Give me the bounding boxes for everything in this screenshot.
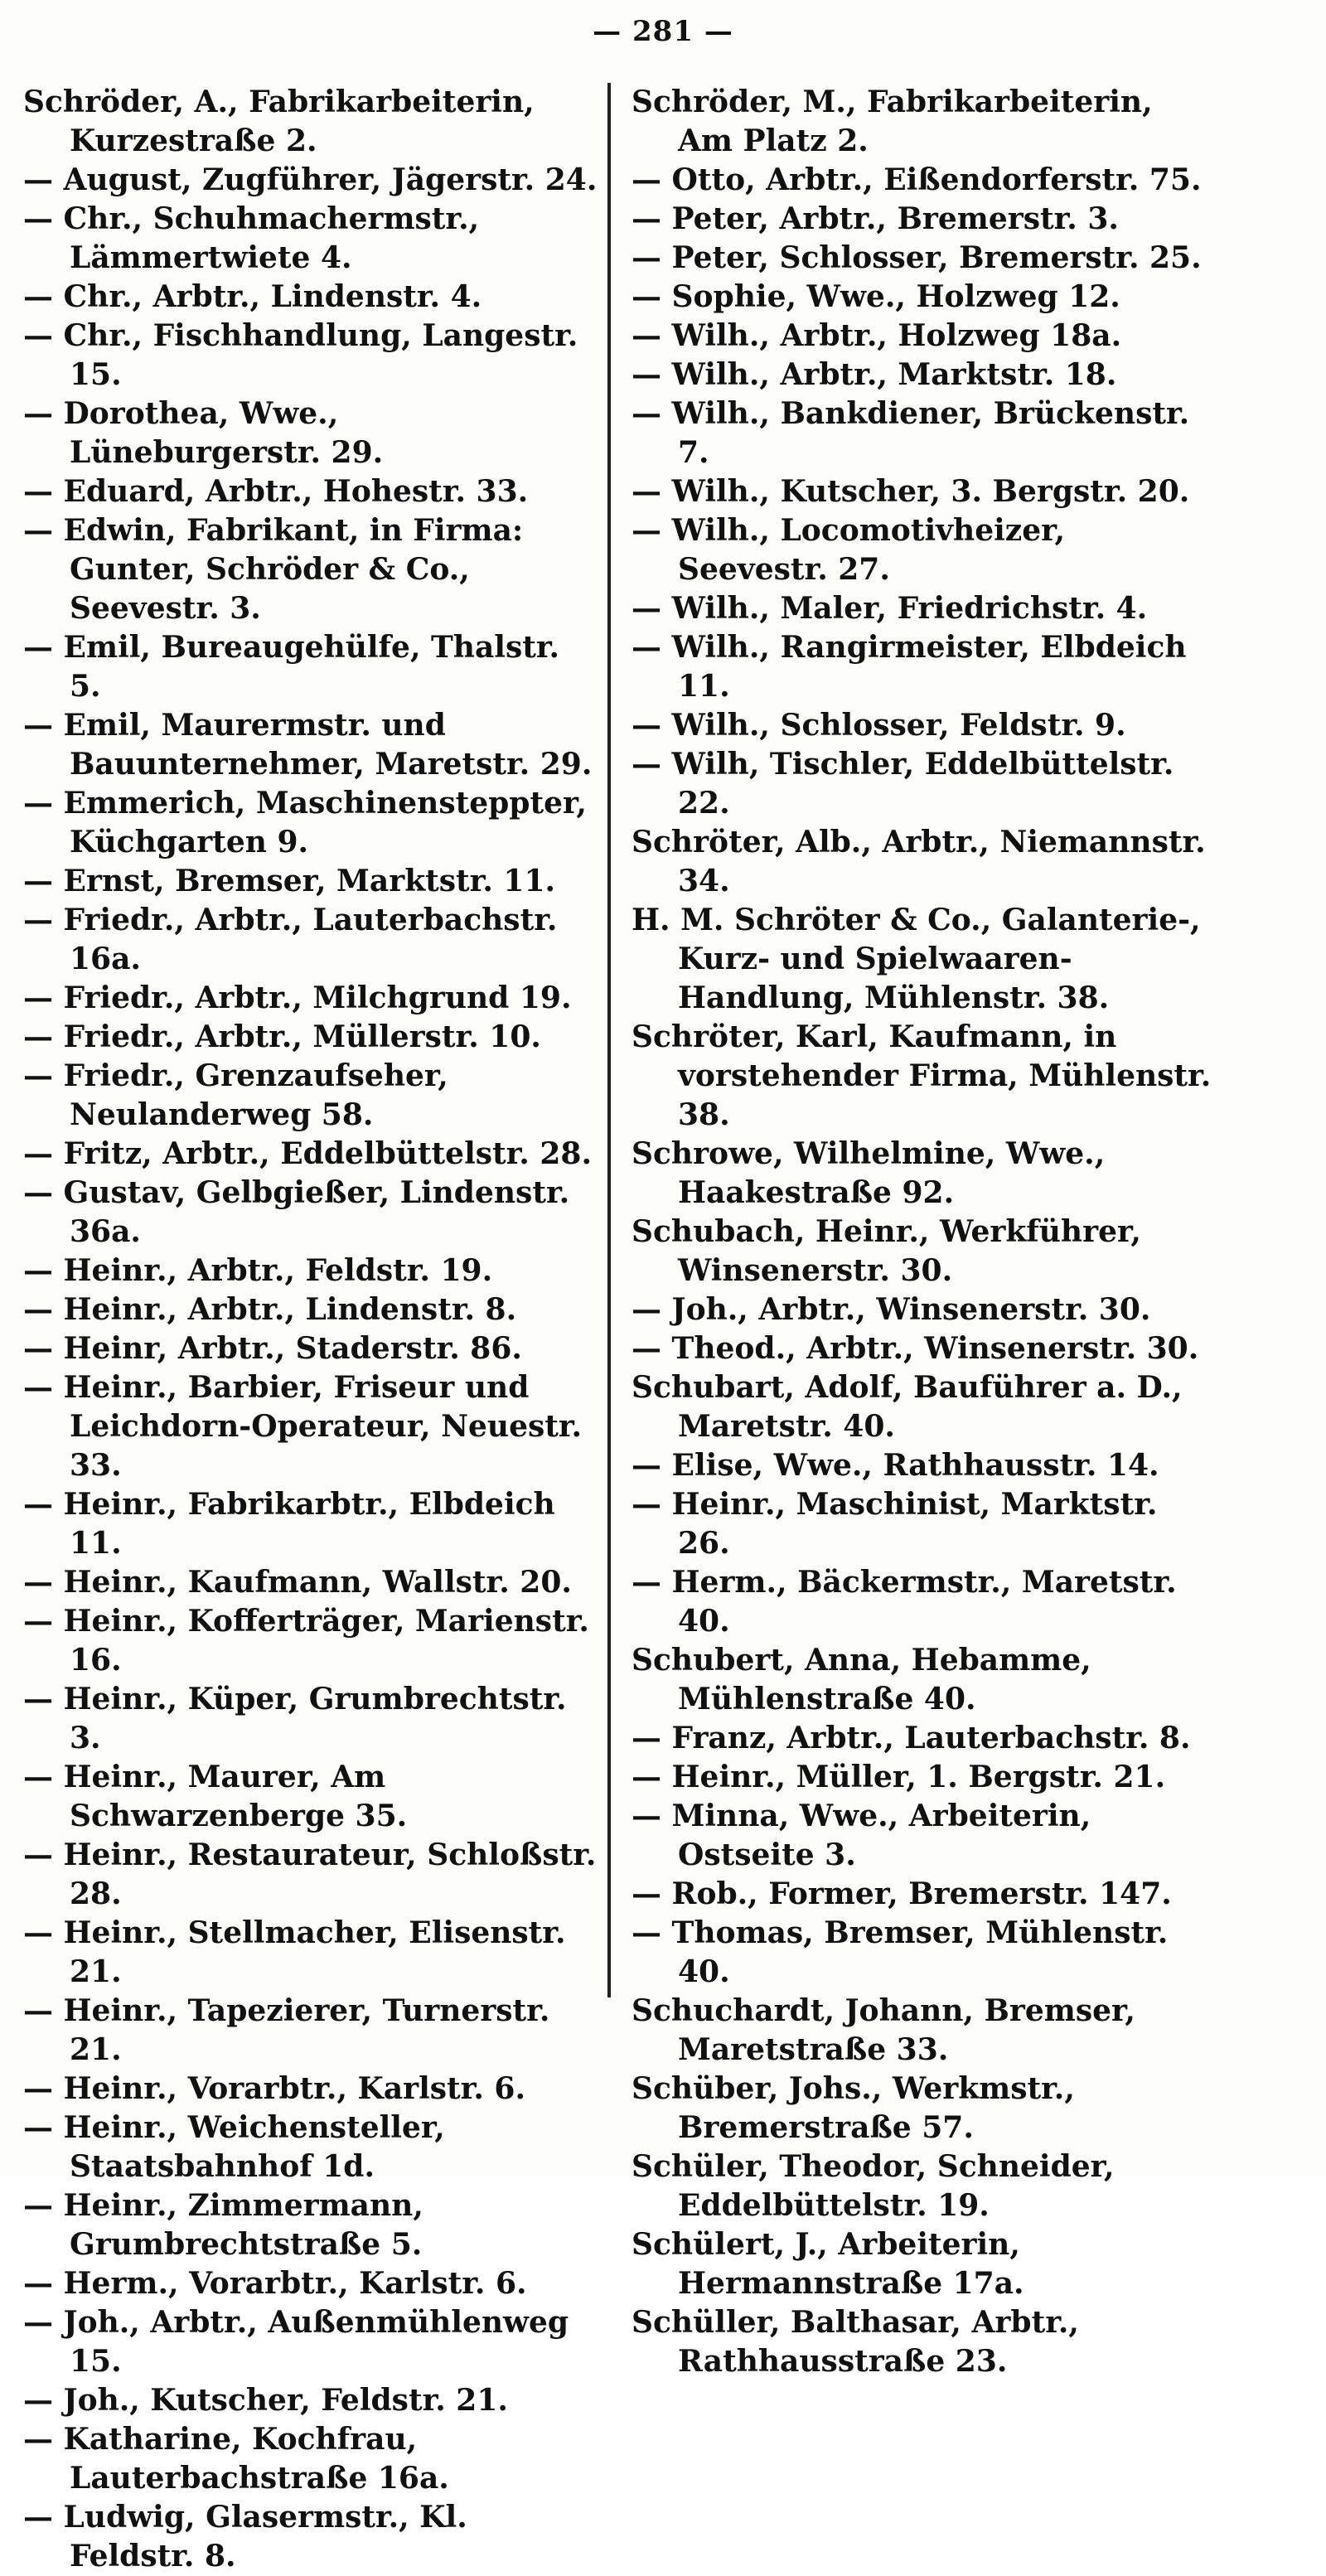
directory-entry: Schröter, Alb., Arbtr., Niemannstr. 34. — [632, 825, 1206, 898]
left-column — [23, 83, 599, 2576]
directory-entry: H. M. Schröter & Co., Galanterie-, Kurz- und Spielwaaren-Handlung, Mühlenstr. 38. — [632, 903, 1201, 1015]
directory-entry: — Wilh., Maler, Friedrichstr. 4. — [632, 591, 1148, 626]
directory-entry: — Wilh., Kutscher, 3. Bergstr. 20. — [632, 474, 1190, 509]
directory-entry: — August, Zugführer, Jägerstr. 24. — [23, 162, 598, 197]
directory-entry: — Edwin, Fabrikant, in Firma: Gunter, Schröder & Co., Seevestr. 3. — [23, 513, 524, 626]
directory-entry: — Ernst, Bremser, Marktstr. 11. — [23, 864, 556, 898]
directory-entry: Schüller, Balthasar, Arbtr., Rathhausstraße 23. — [632, 2305, 1079, 2379]
directory-entry: — Heinr., Weichensteller, Staatsbahnhof 1d. — [23, 2110, 445, 2184]
directory-entry: — Joh., Arbtr., Außenmühlenweg 15. — [23, 2305, 569, 2379]
directory-entry: — Heinr., Stellmacher, Elisenstr. 21. — [23, 1915, 566, 1989]
directory-entry: Schuchardt, Johann, Bremser, Maretstraße 33. — [632, 1993, 1135, 2067]
directory-entry: Schröter, Karl, Kaufmann, in vorstehender Firma, Mühlenstr. 38. — [632, 1019, 1212, 1132]
directory-entry: Schröder, A., Fabrikarbeiterin, Kurzestraße 2. — [23, 85, 535, 158]
directory-entry: — Heinr., Restaurateur, Schloßstr. 28. — [23, 1838, 597, 1911]
directory-entry: — Wilh, Tischler, Eddelbüttelstr. 22. — [632, 747, 1174, 821]
directory-entry: — Chr., Schuhmachermstr., Lämmertwiete 4. — [23, 201, 480, 275]
directory-entry: Schülert, J., Arbeiterin, Hermannstraße 17a. — [632, 2227, 1024, 2301]
directory-entry: — Wilh., Bankdiener, Brückenstr. 7. — [632, 396, 1190, 470]
directory-entry: — Eduard, Arbtr., Hohestr. 33. — [23, 474, 529, 509]
directory-entry: — Heinr., Maurer, Am Schwarzenberge 35. — [23, 1760, 408, 1833]
directory-entry: Schröder, M., Fabrikarbeiterin, Am Platz 2. — [632, 85, 1153, 158]
directory-entry: — Thomas, Bremser, Mühlenstr. 40. — [632, 1915, 1169, 1989]
directory-entry: — Katharine, Kochfrau, Lauterbachstraße 16a. — [23, 2422, 449, 2496]
directory-entry: — Emmerich, Maschinensteppter, Küchgarten 9. — [23, 786, 587, 859]
directory-entry: — Heinr., Maschinist, Marktstr. 26. — [632, 1487, 1158, 1561]
directory-entry: Schubert, Anna, Hebamme, Mühlenstraße 40. — [632, 1643, 1091, 1717]
directory-entry: — Heinr., Kofferträger, Marienstr. 16. — [23, 1604, 589, 1678]
directory-entry: — Heinr., Küper, Grumbrechtstr. 3. — [23, 1682, 567, 1755]
page-number: — 281 — — [593, 15, 733, 48]
directory-entry: — Peter, Schlosser, Bremerstr. 25. — [632, 240, 1202, 275]
directory-entry: — Heinr., Fabrikarbtr., Elbdeich 11. — [23, 1487, 555, 1561]
directory-entry: — Heinr., Tapezierer, Turnerstr. 21. — [23, 1993, 550, 2067]
directory-entry: — Herm., Vorarbtr., Karlstr. 6. — [23, 2266, 527, 2301]
directory-entry: Schrowe, Wilhelmine, Wwe., Haakestraße 92. — [632, 1136, 1106, 1210]
directory-entry: Schubach, Heinr., Werkführer, Winsenerstr. 30. — [632, 1214, 1141, 1288]
directory-entry: — Gustav, Gelbgießer, Lindenstr. 36a. — [23, 1175, 570, 1249]
directory-entry: — Otto, Arbtr., Eißendorferstr. 75. — [632, 162, 1202, 197]
directory-entry: — Rob., Former, Bremerstr. 147. — [632, 1876, 1172, 1911]
directory-entry: — Dorothea, Wwe., Lüneburgerstr. 29. — [23, 396, 384, 470]
directory-entry: — Fritz, Arbtr., Eddelbüttelstr. 28. — [23, 1136, 593, 1171]
column-divider — [607, 83, 611, 1997]
directory-entry: — Emil, Maurermstr. und Bauunternehmer, Maretstr. 29. — [23, 708, 593, 782]
directory-entry: — Joh., Arbtr., Winsenerstr. 30. — [632, 1292, 1151, 1327]
directory-entry: — Friedr., Arbtr., Milchgrund 19. — [23, 981, 572, 1015]
directory-entry: — Peter, Arbtr., Bremerstr. 3. — [632, 201, 1119, 236]
directory-entry: — Franz, Arbtr., Lauterbachstr. 8. — [632, 1721, 1191, 1755]
directory-entry: — Heinr., Arbtr., Feldstr. 19. — [23, 1253, 493, 1288]
directory-entry: Schüber, Johs., Werkmstr., Bremerstraße 57. — [632, 2071, 1075, 2145]
directory-entry: — Heinr., Arbtr., Lindenstr. 8. — [23, 1292, 517, 1327]
right-column — [632, 83, 1212, 2381]
directory-entry: — Wilh., Rangirmeister, Elbdeich 11. — [632, 630, 1187, 704]
directory-entry: — Friedr., Grenzaufseher, Neulanderweg 58. — [23, 1058, 448, 1132]
directory-entry: Schüler, Theodor, Schneider, Eddelbüttelstr. 19. — [632, 2149, 1115, 2223]
directory-entry: — Heinr., Kaufmann, Wallstr. 20. — [23, 1565, 572, 1600]
directory-entry: — Heinr., Vorarbtr., Karlstr. 6. — [23, 2071, 525, 2106]
directory-entry: — Emil, Bureaugehülfe, Thalstr. 5. — [23, 630, 560, 704]
directory-entry: — Theod., Arbtr., Winsenerstr. 30. — [632, 1331, 1199, 1366]
directory-entry: — Friedr., Arbtr., Lauterbachstr. 16a. — [23, 903, 558, 976]
directory-entry: — Wilh., Arbtr., Holzweg 18a. — [632, 318, 1122, 353]
directory-entry: — Sophie, Wwe., Holzweg 12. — [632, 279, 1120, 314]
directory-entry: Schubart, Adolf, Bauführer a. D., Maretstr. 40. — [632, 1370, 1183, 1444]
directory-entry: — Chr., Fischhandlung, Langestr. 15. — [23, 318, 578, 392]
directory-entry: — Wilh., Arbtr., Marktstr. 18. — [632, 357, 1117, 392]
directory-entry: — Ludwig, Glasermstr., Kl. Feldstr. 8. — [23, 2500, 467, 2574]
directory-entry: — Minna, Wwe., Arbeiterin, Ostseite 3. — [632, 1799, 1091, 1872]
directory-entry: — Heinr., Zimmermann, Grumbrechtstraße 5. — [23, 2188, 423, 2262]
directory-entry: — Wilh., Locomotivheizer, Seevestr. 27. — [632, 513, 1066, 587]
directory-entry: — Herm., Bäckermstr., Maretstr. 40. — [632, 1565, 1177, 1639]
directory-entry: — Chr., Arbtr., Lindenstr. 4. — [23, 279, 482, 314]
directory-entry: — Heinr., Barbier, Friseur und Leichdorn-Operateur, Neuestr. 33. — [23, 1370, 583, 1483]
directory-entry: — Heinr., Müller, 1. Bergstr. 21. — [632, 1760, 1166, 1794]
directory-entry: — Wilh., Schlosser, Feldstr. 9. — [632, 708, 1126, 743]
directory-entry: — Friedr., Arbtr., Müllerstr. 10. — [23, 1019, 541, 1054]
directory-entry: — Elise, Wwe., Rathhausstr. 14. — [632, 1448, 1159, 1483]
directory-entry: — Joh., Kutscher, Feldstr. 21. — [23, 2383, 508, 2418]
directory-entry: — Heinr, Arbtr., Staderstr. 86. — [23, 1331, 522, 1366]
